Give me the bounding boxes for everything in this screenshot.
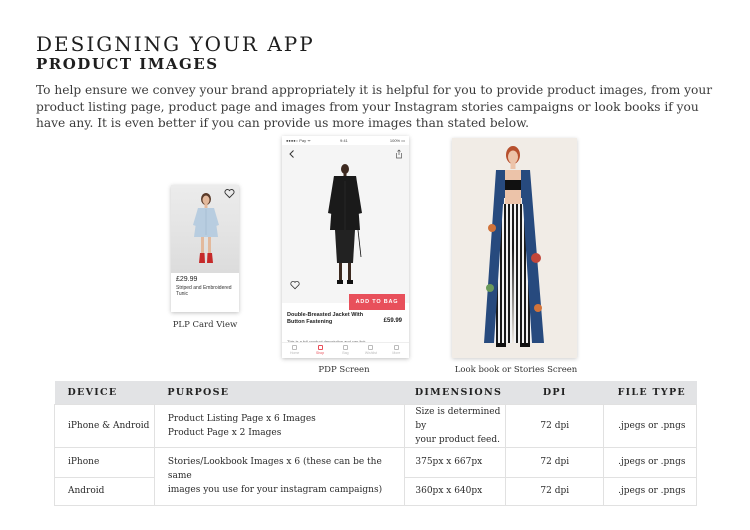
wishlist-icon	[368, 345, 373, 350]
dimensions-line: your product feed.	[415, 434, 501, 445]
plp-price: £29.99	[176, 276, 198, 283]
header-dimensions: DIMENSIONS	[405, 381, 506, 404]
pdp-caption: PDP Screen	[318, 365, 370, 375]
cell-dimensions: 360px x 640px	[405, 477, 506, 505]
cell-dpi: 72 dpi	[506, 477, 604, 505]
page-title: DESIGNING YOUR APP	[36, 32, 315, 56]
table-row	[55, 404, 697, 447]
cell-file-type: .jpegs or .pngs	[604, 447, 697, 477]
section-subtitle: PRODUCT IMAGES	[36, 55, 219, 73]
header-device: DEVICE	[55, 381, 155, 404]
plp-description: Striped and Embroidered Tunic	[176, 285, 232, 297]
image-spec-table	[54, 381, 697, 506]
tab-shop[interactable]	[307, 343, 332, 358]
purpose-line: Product Listing Page x 6 Images	[167, 413, 316, 424]
tab-wishlist[interactable]	[358, 343, 383, 358]
status-battery: 100% ▭	[389, 138, 405, 143]
status-carrier: ●●●●○ Pay ᯤ	[286, 138, 311, 143]
add-to-bag-button[interactable]: ADD TO BAG	[349, 294, 405, 310]
cell-dpi: 72 dpi	[506, 447, 604, 477]
bottom-tab-bar	[282, 342, 409, 358]
cell-purpose	[154, 404, 405, 447]
cell-dimensions: 375px x 667px	[405, 447, 506, 477]
more-icon	[394, 345, 399, 350]
table-header-row	[55, 381, 697, 404]
pdp-product-name: Double-Breasted Jacket With Button Fastening	[287, 312, 364, 325]
tab-home[interactable]	[282, 343, 307, 358]
cell-file-type: .jpegs or .pngs	[604, 404, 697, 447]
back-arrow-icon[interactable]	[288, 149, 296, 159]
status-time: 9:41	[340, 138, 348, 143]
tab-more[interactable]	[384, 343, 409, 358]
heart-icon[interactable]	[290, 280, 300, 290]
table-row	[55, 447, 697, 477]
plp-card-example	[171, 185, 239, 312]
purpose-line: Product Page x 2 Images	[167, 427, 282, 438]
tab-label: Shop	[316, 351, 325, 355]
lookbook-caption: Look book or Stories Screen	[454, 365, 578, 375]
home-icon	[292, 345, 297, 350]
plp-caption: PLP Card View	[172, 320, 238, 330]
purpose-line: images you use for your instagram campaigns)	[167, 485, 383, 495]
heart-icon[interactable]	[224, 188, 235, 199]
pdp-screen-example	[282, 136, 409, 358]
cell-file-type: .jpegs or .pngs	[604, 477, 697, 505]
dimensions-line: Size is determined by	[415, 406, 501, 431]
tab-label: Bag	[342, 351, 349, 355]
header-dpi: DPI	[506, 381, 604, 404]
pdp-price: £59.99	[383, 318, 402, 324]
intro-paragraph: To help ensure we convey your brand appropriately it is helpful for you to provide product images, from your product listing page, product page and images from your Instagram stories campaigns or look books if you have any. It is even better if you can provide us more images than stated below.	[36, 83, 713, 130]
cell-device: iPhone & Android	[55, 404, 155, 447]
cell-dpi: 72 dpi	[506, 404, 604, 447]
shop-icon	[318, 345, 323, 350]
cell-dimensions	[405, 404, 506, 447]
share-icon[interactable]	[395, 149, 403, 159]
bag-icon	[343, 345, 348, 350]
lookbook-photo	[452, 138, 577, 358]
cell-device: iPhone	[55, 447, 155, 477]
tab-label: Home	[290, 351, 300, 355]
cell-purpose	[154, 447, 405, 505]
header-purpose: PURPOSE	[154, 381, 405, 404]
status-bar	[282, 136, 409, 145]
tab-label: Wishlist	[364, 351, 377, 355]
purpose-line: Stories/Lookbook Images x 6 (these can be the same	[167, 457, 382, 481]
tab-bag[interactable]	[333, 343, 358, 358]
header-file-type: FILE TYPE	[604, 381, 697, 404]
tab-label: More	[392, 351, 401, 355]
cell-device: Android	[55, 477, 155, 505]
pdp-product-photo	[282, 145, 409, 303]
